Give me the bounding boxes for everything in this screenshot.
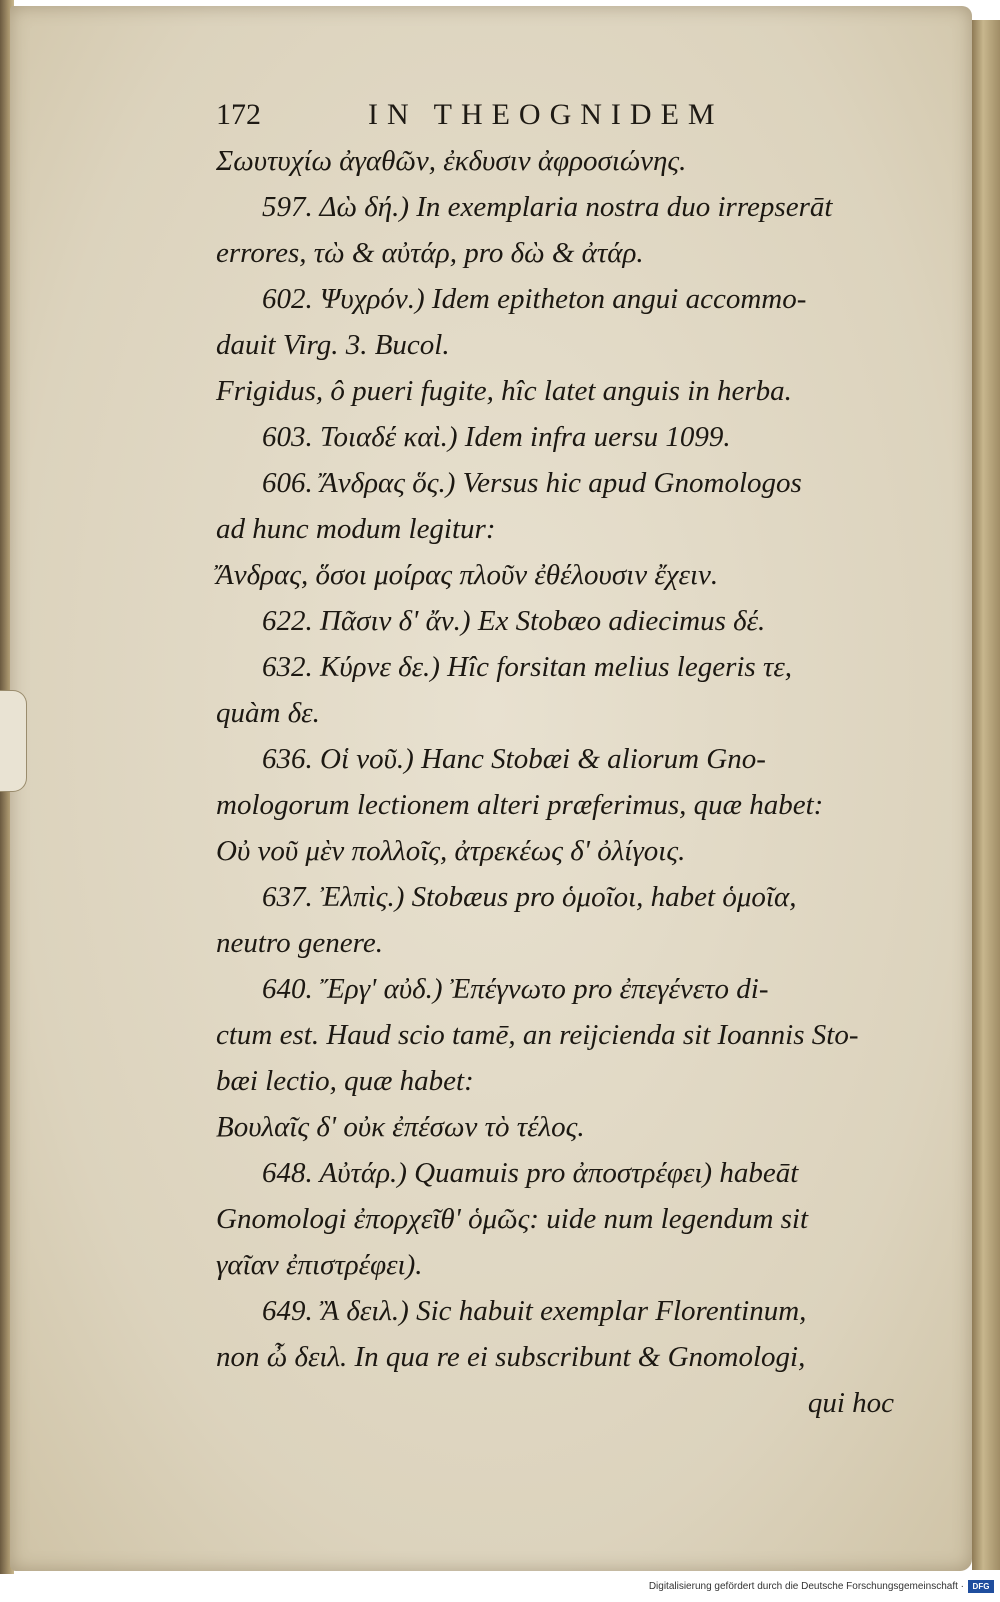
page-tab-marker [0, 690, 27, 792]
running-title: IN THEOGNIDEM [368, 98, 724, 131]
text-line: Frigidus, ô pueri fugite, hîc latet anguis in herba. [216, 375, 792, 407]
text-line: 603. Τοιαδέ καὶ.) Idem infra uersu 1099. [262, 421, 731, 453]
text-line: neutro genere. [216, 927, 383, 959]
text-line: γαῖαν ἐπιστρέφει). [216, 1249, 423, 1281]
text-line: Βουλαῖς δ' οὐκ ἐπέσων τὸ τέλος. [216, 1111, 585, 1143]
text-line: mologorum lectionem alteri præferimus, quæ habet: [216, 789, 824, 821]
text-line: 640. Ἔργ' αὐδ.) Ἐπέγνωτο pro ἐπεγένετο di- [262, 973, 769, 1005]
text-line: 648. Αὐτάρ.) Quamuis pro ἀποστρέφει) habeāt [262, 1157, 799, 1189]
text-line: ctum est. Haud scio tamē, an reijcienda sit Ioannis Sto- [216, 1019, 859, 1051]
text-line: 602. Ψυχρόν.) Idem epitheton angui accommo- [262, 283, 807, 315]
text-line: 649. Ἂ δειλ.) Sic habuit exemplar Florentinum, [262, 1295, 807, 1327]
text-line: ad hunc modum legitur: [216, 513, 496, 545]
page-number: 172 [216, 98, 261, 131]
text-line: errores, τὼ & αὐτάρ, pro δὼ & ἀτάρ. [216, 237, 644, 269]
text-line: 632. Κύρνε δε.) Hîc forsitan melius legeris τε, [262, 651, 793, 683]
text-line: Οὐ νοῦ μὲν πολλοῖς, ἀτρεκέως δ' ὀλίγοις. [216, 835, 686, 867]
text-line: 622. Πᾶσιν δ' ἄν.) Ex Stobæo adiecimus δέ. [262, 605, 766, 637]
text-line: quàm δε. [216, 697, 320, 729]
dfg-logo: DFG [968, 1580, 994, 1593]
text-line: Ἄνδρας, ὅσοι μοίρας πλοῦν ἐθέλουσιν ἔχειν. [216, 559, 719, 591]
funding-credit: Digitalisierung gefördert durch die Deutsche Forschungsgemeinschaft · [648, 1581, 964, 1592]
text-line: 597. Δὼ δή.) In exemplaria nostra duo irrepserāt [262, 191, 833, 223]
text-line: 636. Οἱ νοῦ.) Hanc Stobæi & aliorum Gno- [262, 743, 766, 775]
text-line: bæi lectio, quæ habet: [216, 1065, 474, 1097]
catchword: qui hoc [807, 1387, 894, 1419]
commentary-text [216, 138, 894, 1426]
text-line: Σωυτυχίω ἀγαθῶν, ἐκδυσιν ἀφροσιώνης. [216, 145, 687, 177]
text-line: 637. Ἐλπὶς.) Stobæus pro ὁμοῖοι, habet ὁμοῖα, [262, 881, 797, 913]
text-line: non ὦ δειλ. In qua re ei subscribunt & Gnomologi, [216, 1341, 806, 1373]
digitization-footer [0, 1574, 1000, 1602]
text-line: dauit Virg. 3. Bucol. [216, 329, 450, 361]
book-fore-edge [972, 20, 1000, 1570]
running-head [216, 96, 816, 140]
text-line: Gnomologi ἐπορχεῖθ' ὁμῶς: uide num legendum sit [216, 1203, 809, 1235]
text-line: 606. Ἄνδρας ὅς.) Versus hic apud Gnomologos [262, 467, 802, 499]
